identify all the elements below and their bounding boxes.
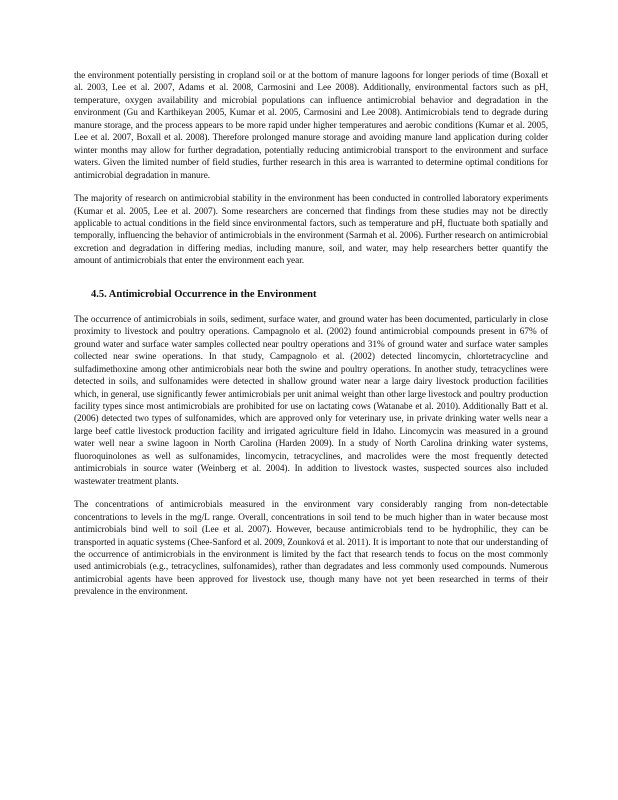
body-paragraph: The concentrations of antimicrobials measured in the environment vary considerably ranging from non-detectable concentrations to levels in the mg/L range. Overall, concentrations in soil tend to be much higher than in water because most antimicrobials bind well to soil (Lee et al. 2007). However, because antimicrobials tend to be hydrophilic, they can be transported in aquatic systems (Chee-Sanford et al. 2009, Zounková et al. 2011). It is important to note that our understanding of the occurrence of antimicrobials in the environment is limited by the fact that research tends to focus on the most commonly used antimicrobials (e.g., tetracyclines, sulfonamides), rather than degradates and less commonly used compounds. Numerous antimicrobial agents have been approved for livestock use, though many have not yet been researched in terms of their prevalence in the environment.: [74, 500, 548, 598]
document-page: [74, 70, 548, 599]
body-paragraph: the environment potentially persisting in cropland soil or at the bottom of manure lagoons for longer periods of time (Boxall et al. 2003, Lee et al. 2007, Adams et al. 2008, Carmosini and Lee 2008). Additionally, environmental factors such as pH, temperature, oxygen availability and microbial populations can influence antimicrobial behavior and degradation in the environment (Gu and Karthikeyan 2005, Kumar et al. 2005, Carmosini and Lee 2008). Antimicrobials tend to degrade during manure storage, and the process appears to be more rapid under higher temperatures and aerobic conditions (Kumar et al. 2005, Lee et al. 2007, Boxall et al. 2008). Therefore prolonged manure storage and avoiding manure land application during colder winter months may allow for further degradation, potentially reducing antimicrobial transport to the environment and surface waters. Given the limited number of field studies, further research in this area is warranted to determine optimal conditions for antimicrobial degradation in manure.: [74, 71, 548, 181]
body-paragraph: The occurrence of antimicrobials in soils, sediment, surface water, and ground water has been documented, particularly in close proximity to livestock and poultry operations. Campagnolo et al. (2002) found antimicrobial compounds present in 67% of ground water and surface water samples collected near poultry operations and 31% of ground water and surface water samples collected near swine operations. In that study, Campagnolo et al. (2002) detected lincomycin, chlortetracycline and sulfadimethoxine among other antimicrobials near both the swine and poultry operations. In another study, tetracyclines were detected in soils, and sulfonamides were detected in shallow ground water near a large dairy livestock production facilities which, in general, use significantly fewer antimicrobials per unit animal weight than other large livestock and poultry production facility types since most antimicrobials are prohibited for use on lactating cows (Watanabe et al. 2010). Additionally Batt et al. (2006) detected two types of sulfonamides, which are approved only for veterinary use, in private drinking water wells near a large beef cattle livestock production facility and irrigated agriculture field in Idaho. Lincomycin was measured in a ground water well near a swine lagoon in North Carolina (Harden 2009). In a study of North Carolina drinking water systems, fluoroquinolones as well as sulfonamides, lincomycin, tetracyclines, and macrolides were the most frequently detected antimicrobials in source water (Weinberg et al. 2004). In addition to livestock wastes, suspected sources also included wastewater treatment plants.: [74, 314, 548, 487]
section-heading: 4.5. Antimicrobial Occurrence in the Environment: [91, 288, 317, 300]
body-paragraph: The majority of research on antimicrobial stability in the environment has been conducted in controlled laboratory experiments (Kumar et al. 2005, Lee et al. 2007). Some researchers are concerned that findings from these studies may not be directly applicable to actual conditions in the field since environmental factors, such as temperature and pH, fluctuate both spatially and temporally, influencing the behavior of antimicrobials in the environment (Sarmah et al. 2006). Further research on antimicrobial excretion and degradation in differing medias, including manure, soil, and water, may help researchers better quantify the amount of antimicrobials that enter the environment each year.: [74, 194, 548, 267]
